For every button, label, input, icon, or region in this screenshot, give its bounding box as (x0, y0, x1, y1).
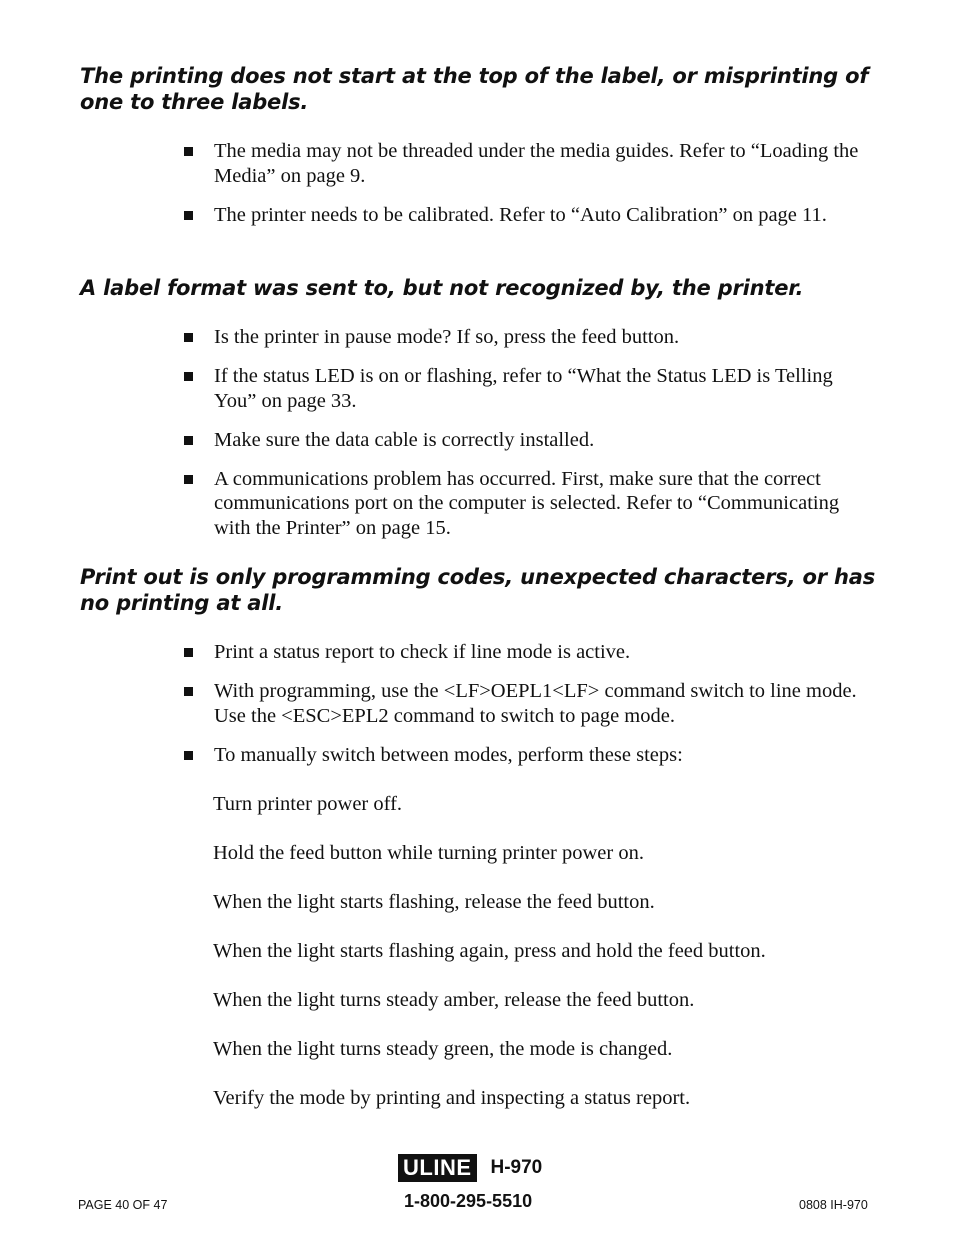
list-item: A communications problem has occurred. First, make sure that the correct communications port on the computer is selected. Refer to “Communicating with the Printer” on page 15. (184, 467, 864, 541)
step-text: When the light starts flashing, release the feed button. (213, 891, 655, 913)
square-bullet-icon (184, 751, 193, 760)
list-item: With programming, use the <LF>OEPL1<LF> command switch to line mode. Use the <ESC>EPL2 command to switch to page mode. (184, 679, 864, 728)
list-item: Make sure the data cable is correctly installed. (184, 428, 864, 453)
square-bullet-icon (184, 648, 193, 657)
bullet-list-programming-codes (184, 640, 864, 782)
section-heading-programming-codes: Print out is only programming codes, unexpected characters, or has no printing at all. (80, 565, 876, 615)
page-number: PAGE 40 OF 47 (78, 1198, 168, 1212)
uline-logo: ULINE (398, 1154, 477, 1182)
list-item: The printer needs to be calibrated. Refer to “Auto Calibration” on page 11. (184, 203, 864, 228)
phone-number: 1-800-295-5510 (404, 1191, 533, 1211)
step-text: Verify the mode by printing and inspecting a status report. (213, 1087, 691, 1109)
list-item: Is the printer in pause mode? If so, press the feed button. (184, 325, 864, 350)
section-heading-top-of-label: The printing does not start at the top of the label, or misprinting of one to three labels. (80, 64, 869, 114)
square-bullet-icon (184, 475, 193, 484)
square-bullet-icon (184, 687, 193, 696)
square-bullet-icon (184, 436, 193, 445)
list-item: To manually switch between modes, perform these steps: (184, 743, 864, 768)
step-text: When the light starts flashing again, press and hold the feed button. (213, 940, 766, 962)
square-bullet-icon (184, 211, 193, 220)
footer-brand (398, 1154, 542, 1182)
step-text: When the light turns steady green, the mode is changed. (213, 1038, 673, 1060)
square-bullet-icon (184, 147, 193, 156)
list-item: The media may not be threaded under the media guides. Refer to “Loading the Media” on page 9. (184, 139, 864, 188)
step-text: When the light turns steady amber, release the feed button. (213, 989, 695, 1011)
bullet-list-top-of-label (184, 139, 864, 242)
model-number: H-970 (490, 1157, 543, 1178)
list-item: Print a status report to check if line mode is active. (184, 640, 864, 665)
list-item: If the status LED is on or flashing, refer to “What the Status LED is Telling You” on page 33. (184, 364, 864, 413)
square-bullet-icon (184, 333, 193, 342)
section-heading-format-not-recognized: A label format was sent to, but not recognized by, the printer. (80, 276, 804, 300)
step-text: Hold the feed button while turning printer power on. (213, 842, 644, 864)
square-bullet-icon (184, 372, 193, 381)
step-text: Turn printer power off. (213, 793, 403, 815)
document-code: 0808 IH-970 (799, 1198, 868, 1212)
bullet-list-format-not-recognized (184, 325, 864, 555)
